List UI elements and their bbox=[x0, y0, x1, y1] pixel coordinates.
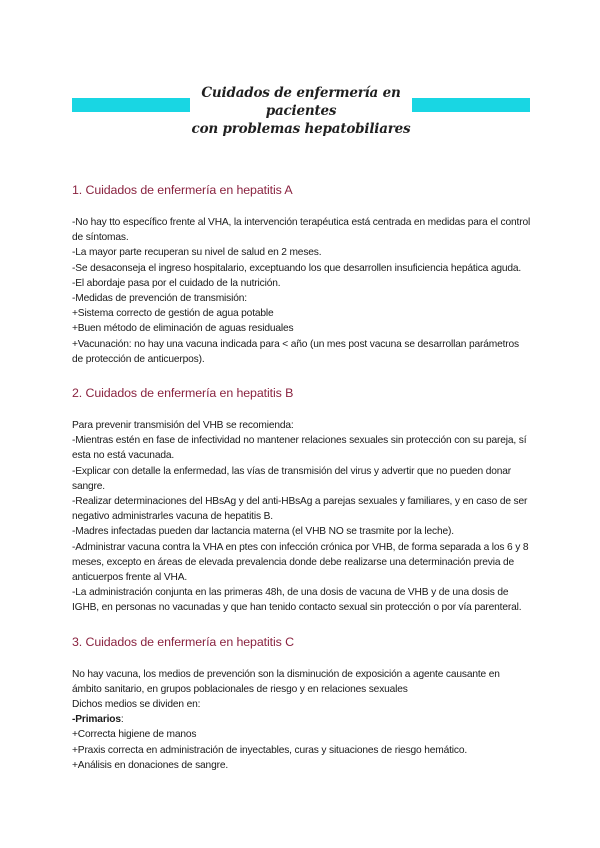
title-line-1: Cuidados de enfermería en pacientes bbox=[201, 85, 401, 119]
paragraph-line: Dichos medios se dividen en: bbox=[72, 699, 201, 711]
subheading-label: Primarios bbox=[75, 714, 121, 726]
paragraph-line: -Mientras estén en fase de infectividad no mantener relaciones sexuales sin protección con su pareja, sí esta no está vacunada. bbox=[72, 435, 527, 462]
section-body-hepatitis-b bbox=[72, 418, 532, 616]
paragraph-line: No hay vacuna, los medios de prevención son la disminución de exposición a agente causante en ámbito sanitario, en grupos poblacionales de riesgo y en relaciones sexuales bbox=[72, 668, 500, 695]
paragraph-line: -Se desaconseja el ingreso hospitalario, exceptuando los que desarrollen insuficiencia hepática aguda. bbox=[72, 262, 522, 274]
document-body bbox=[72, 182, 532, 773]
paragraph-line: -Explicar con detalle la enfermedad, las vías de transmisión del virus y advertir que no pueden donar sangre. bbox=[72, 465, 512, 492]
paragraph-line: -Administrar vacuna contra la VHA en ptes con infección crónica por VHB, de forma separada a los 6 y 8 meses, excepto en áreas de elevada prevalencia donde debe realizarse una determinación previa de anticuerpos frente al VHA. bbox=[72, 541, 529, 584]
page-title bbox=[190, 84, 412, 138]
accent-bar-left bbox=[72, 98, 190, 112]
paragraph-line: -La mayor parte recuperan su nivel de salud en 2 meses. bbox=[72, 247, 322, 259]
section-heading-hepatitis-b: 2. Cuidados de enfermería en hepatitis B bbox=[72, 386, 294, 401]
list-item: +Análisis en donaciones de sangre. bbox=[72, 759, 229, 771]
subheading-suffix: : bbox=[120, 714, 124, 726]
subheading-prefix: - bbox=[72, 714, 76, 726]
section-heading-hepatitis-c: 3. Cuidados de enfermería en hepatitis C bbox=[72, 634, 294, 649]
title-line-2: con problemas hepatobiliares bbox=[191, 121, 411, 137]
subheading-primarios bbox=[72, 712, 532, 727]
list-item: +Sistema correcto de gestión de agua potable bbox=[72, 308, 274, 320]
paragraph-line: -Medidas de prevención de transmisión: bbox=[72, 293, 247, 305]
list-item: +Vacunación: no hay una vacuna indicada para < año (un mes post vacuna se desarrollan parámetros de protección de anticuerpos). bbox=[72, 338, 519, 365]
title-banner bbox=[0, 84, 600, 137]
paragraph-line: -Realizar determinaciones del HBsAg y del anti-HBsAg a parejas sexuales y familiares, y en caso de ser negativo administrarles vacuna de hepatitis B. bbox=[72, 496, 528, 523]
section-heading-hepatitis-a: 1. Cuidados de enfermería en hepatitis A bbox=[72, 183, 293, 197]
list-item: +Buen método de eliminación de aguas residuales bbox=[72, 323, 294, 335]
section-body-hepatitis-c bbox=[72, 667, 532, 773]
list-item: +Praxis correcta en administración de inyectables, curas y situaciones de riesgo hemático. bbox=[72, 744, 468, 756]
paragraph-line: Para prevenir transmisión del VHB se recomienda: bbox=[72, 420, 294, 432]
section-body-hepatitis-a bbox=[72, 215, 532, 367]
paragraph-line: -No hay tto específico frente al VHA, la intervención terapéutica está centrada en medidas para el control de síntomas. bbox=[72, 217, 531, 244]
paragraph-line: -Madres infectadas pueden dar lactancia materna (el VHB NO se trasmite por la leche). bbox=[72, 526, 454, 538]
paragraph-line: -El abordaje pasa por el cuidado de la nutrición. bbox=[72, 277, 281, 289]
list-item: +Correcta higiene de manos bbox=[72, 729, 197, 741]
paragraph-line: -La administración conjunta en las primeras 48h, de una dosis de vacuna de VHB y de una dosis de IGHB, en personas no vacunadas y que han tenido contacto sexual sin protección o por vía parenteral. bbox=[72, 587, 522, 614]
accent-bar-right bbox=[412, 98, 530, 112]
